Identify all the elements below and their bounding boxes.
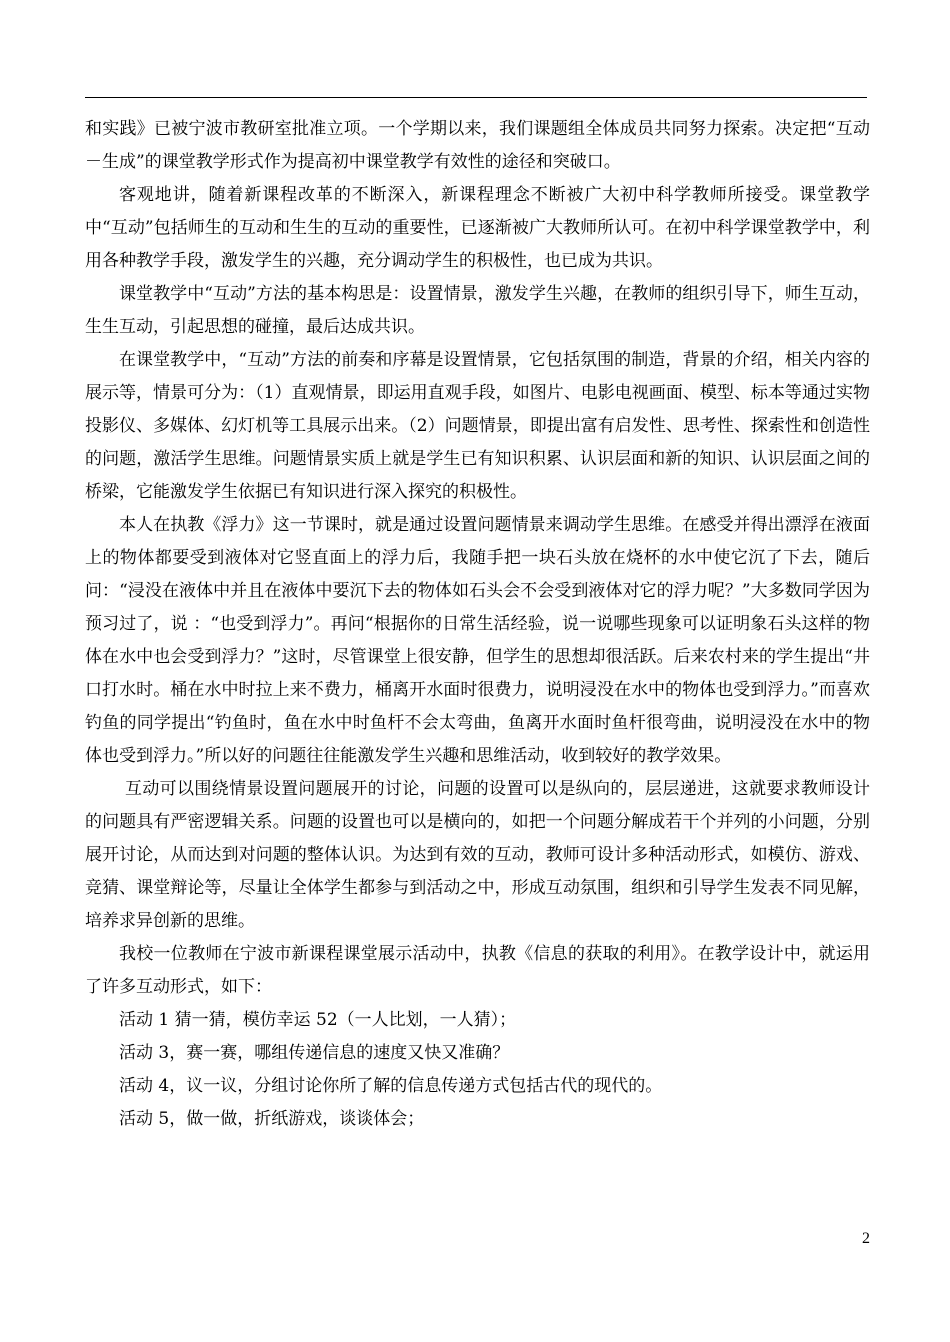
page-number: 2 bbox=[862, 1230, 870, 1247]
activity-item-3: 活动 3，赛一赛，哪组传递信息的速度又快又准确？ bbox=[119, 1043, 510, 1063]
activity-item-5: 活动 5，做一做，折纸游戏，谈谈体会； bbox=[119, 1109, 425, 1129]
activity-item-1: 活动 1 猜一猜，模仿幸运 52（一人比划，一人猜）； bbox=[119, 1010, 517, 1030]
activity-item-4: 活动 4，议一议，分组讨论你所了解的信息传递方式包括古代的现代的。 bbox=[119, 1076, 663, 1096]
paragraph-continuation: 和实践》已被宁波市教研室批准立项。一个学期以来，我们课题组全体成员共同努力探索。决定把“互动－生成”的课堂教学形式作为提高初中课堂教学有效性的途径和突破口。 bbox=[85, 119, 870, 172]
header-rule bbox=[85, 97, 867, 98]
paragraph-buoyancy-example: 本人在执教《浮力》这一节课时，就是通过设置问题情景来调动学生思维。在感受并得出漂浮在液面上的物体都要受到液体对它竖直面上的浮力后，我随手把一块石头放在烧杯的水中使它沉了下去，随后问：“浸没在液体中并且在液体中要沉下去的物体如石头会不会受到液体对它的浮力呢？”大多数同学因为预习过了，说 ：“也受到浮力”。再问“根据你的日常生活经验，说一说哪些现象可以证明象石头这样的物体在水中也会受到浮力？”这时，尽管课堂上很安静，但学生的思想却很活跃。后来农村来的学生提出“井口打水时。桶在水中时拉上来不费力，桶离开水面时很费力，说明浸没在水中的物体也受到浮力。”而喜欢钓鱼的同学提出“钓鱼时，鱼在水中时鱼杆不会太弯曲，鱼离开水面时鱼杆很弯曲，说明浸没在水中的物体也受到浮力。”所以好的问题往往能激发学生兴趣和思维活动，收到较好的教学效果。 bbox=[85, 515, 870, 766]
paragraph-interaction-concept: 课堂教学中“互动”方法的基本构思是：设置情景，激发学生兴趣，在教师的组织引导下，师生互动，生生互动，引起思想的碰撞，最后达成共识。 bbox=[85, 284, 870, 337]
paragraph-interaction-discussion: 互动可以围绕情景设置问题展开的讨论，问题的设置可以是纵向的，层层递进，这就要求教师设计的问题具有严密逻辑关系。问题的设置也可以是横向的，如把一个问题分解成若干个并列的小问题，分别展开讨论，从而达到对问题的整体认识。为达到有效的互动，教师可设计多种活动形式，如模仿、游戏、竞猜、课堂辩论等，尽量让全体学生都参与到活动之中，形成互动氛围，组织和引导学生发表不同见解，培养求异创新的思维。 bbox=[85, 779, 870, 931]
paragraph-school-teacher-example: 我校一位教师在宁波市新课程课堂展示活动中，执教《信息的获取的利用》。在教学设计中，就运用了许多互动形式，如下： bbox=[85, 944, 870, 997]
document-body bbox=[85, 113, 870, 1136]
paragraph-scenario-setting: 在课堂教学中，“互动”方法的前奏和序幕是设置情景，它包括氛围的制造，背景的介绍，相关内容的展示等，情景可分为：（1）直观情景，即运用直观手段，如图片、电影电视画面、模型、标本等通过实物投影仪、多媒体、幻灯机等工具展示出来。（2）问题情景，即提出富有启发性、思考性、探索性和创造性的问题，激活学生思维。问题情景实质上就是学生已有知识积累、认识层面和新的知识、认识层面之间的桥梁，它能激发学生依据已有知识进行深入探究的积极性。 bbox=[85, 350, 870, 502]
paragraph-curriculum-reform: 客观地讲，随着新课程改革的不断深入，新课程理念不断被广大初中科学教师所接受。课堂教学中“互动”包括师生的互动和生生的互动的重要性，已逐渐被广大教师所认可。在初中科学课堂教学中，利用各种教学手段，激发学生的兴趣，充分调动学生的积极性，也已成为共识。 bbox=[85, 185, 870, 271]
